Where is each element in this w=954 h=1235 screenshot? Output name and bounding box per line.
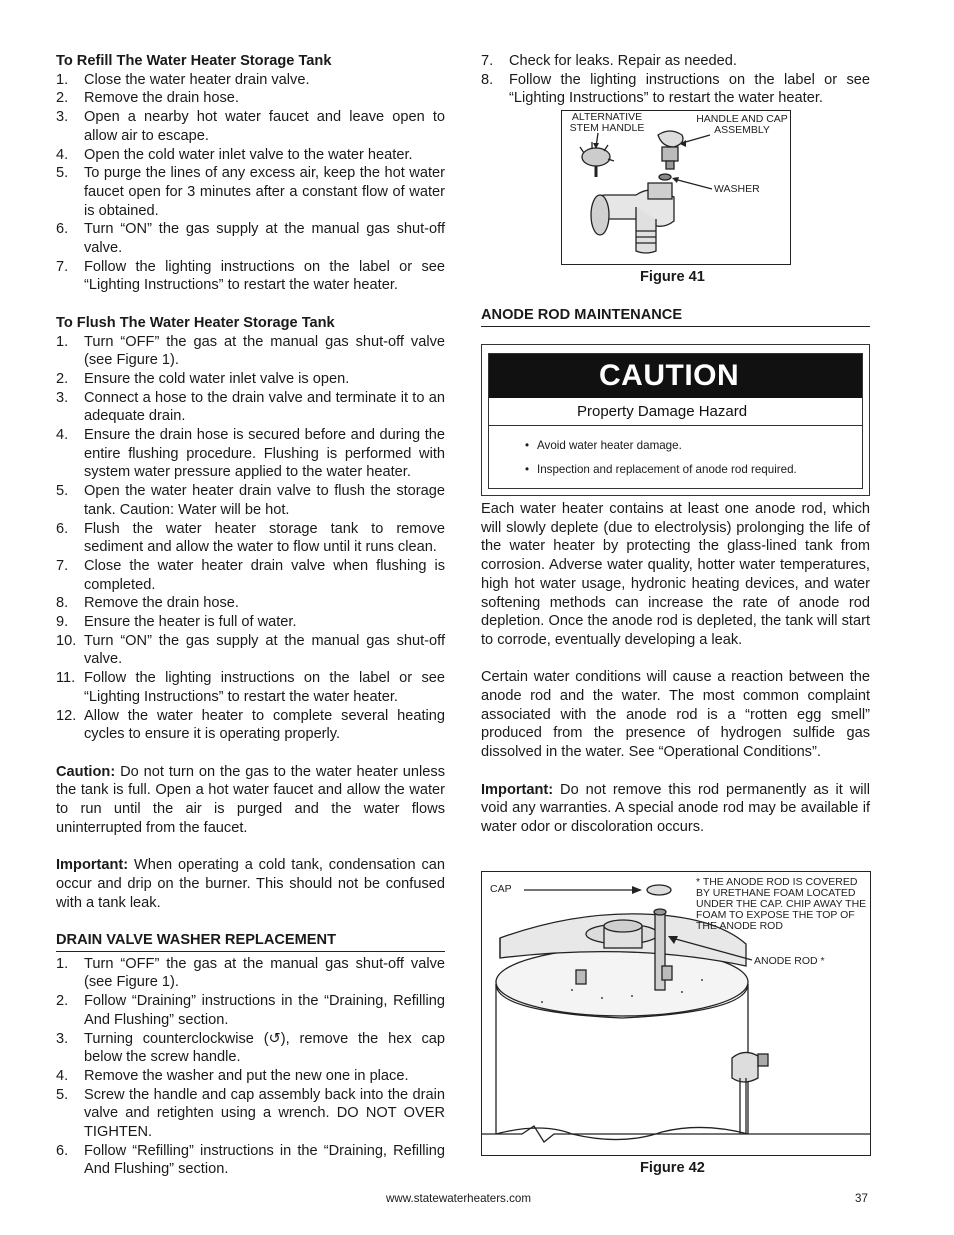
list-item: 10. Turn “ON” the gas supply at the manual gas shut-off valve. — [56, 632, 445, 668]
page-number: 37 — [855, 1192, 868, 1205]
label-cap: CAP — [490, 883, 512, 895]
list-item: 1. Close the water heater drain valve. — [56, 71, 310, 88]
list-item: 5. To purge the lines of any excess air, keep the hot water faucet open for 3 minutes after a constant flow of water is obtained. — [56, 165, 445, 219]
list-item: 2. Remove the drain hose. — [56, 90, 239, 107]
list-item: 1. Turn “OFF” the gas at the manual gas shut-off valve (see Figure 1). — [56, 333, 445, 369]
list-item: 8. Remove the drain hose. — [56, 595, 239, 612]
list-item: 4. Ensure the drain hose is secured before and during the entire flushing procedure. Flushing is performed with system water pressure applied to the water heater. — [56, 427, 445, 481]
list-item: 11. Follow the lighting instructions on the label or see “Lighting Instructions” to restart the water heater. — [56, 670, 445, 705]
list-item: 5. Screw the handle and cap assembly back into the drain valve and retighten using a wrench. DO NOT OVER TIGHTEN. — [56, 1086, 445, 1141]
caution-note: Caution: Do not turn on the gas to the water heater unless the tank is full. Open a hot water faucet and allow the water to run until the air is purged and the water flows uninterrupted from the faucet. — [56, 763, 445, 836]
list-item: 5. Open the water heater drain valve to flush the storage tank. Caution: Water will be hot. — [56, 483, 445, 518]
list-item: 12. Allow the water heater to complete several heating cycles to ensure it is operating properly. — [56, 707, 445, 743]
label-washer: WASHER — [714, 183, 760, 195]
left-column — [56, 52, 445, 1179]
list-item: 1. Turn “OFF” the gas at the manual gas shut-off valve (see Figure 1). — [56, 955, 445, 991]
refill-list — [56, 71, 445, 295]
flush-heading: To Flush The Water Heater Storage Tank — [56, 314, 335, 331]
caution-inner — [488, 353, 863, 489]
list-item: 3. Connect a hose to the drain valve and terminate it to an adequate drain. — [56, 389, 445, 425]
important-note: Important: When operating a cold tank, condensation can occur and drip on the burner. This should not be confused with a tank leak. — [56, 857, 445, 911]
caution-title: CAUTION — [489, 354, 862, 398]
anode-paragraph-2: Certain water conditions will cause a reaction between the anode rod and the water. The most common complaint associated with the anode rod is a “rotten egg smell” produced from the presence of hydrogen sulfide gas dissolved in the water. See “Operational Conditions”. — [481, 669, 870, 761]
anode-paragraph-1: Each water heater contains at least one anode rod, which will slowly deplete (due to electrolysis) prolonging the life of the water heater by protecting the glass-lined tank from corrosion. Adverse water quality, hotter water temperatures, high hot water usage, hydronic heating devices, and water softening methods can increase the rate of anode rod depletion. Once the anode rod is depleted, the tank will start to corrode, eventually developing a leak. — [481, 501, 870, 648]
label-alt-stem-handle: ALTERNATIVE STEM HANDLE — [569, 111, 645, 134]
figure-41-drain-valve — [561, 110, 791, 265]
list-item: 7. Close the water heater drain valve when flushing is completed. — [56, 557, 445, 593]
caution-subtitle: Property Damage Hazard — [489, 398, 862, 426]
list-item: 3. Turning counterclockwise (↺), remove the hex cap below the screw handle. — [56, 1030, 445, 1066]
list-item: 8. Follow the lighting instructions on the label or see “Lighting Instructions” to restart the water heater. — [481, 71, 870, 107]
figure-42-anode-rod — [481, 871, 871, 1156]
refill-heading: To Refill The Water Heater Storage Tank — [56, 53, 332, 69]
caution-bullet: • Inspection and replacement of anode rod required. — [537, 458, 862, 482]
list-item: 7. Follow the lighting instructions on the label or see “Lighting Instructions” to restart the water heater. — [56, 258, 445, 294]
flush-list — [56, 333, 445, 744]
caution-bullets — [489, 426, 862, 482]
anode-note: * THE ANODE ROD IS COVERED BY URETHANE FOAM LOCATED UNDER THE CAP. CHIP AWAY THE FOAM TO EXPOSE THE TOP OF THE ANODE ROD — [696, 876, 867, 932]
list-item: 4. Remove the washer and put the new one in place. — [56, 1067, 409, 1084]
list-item: 9. Ensure the heater is full of water. — [56, 614, 297, 631]
list-item: 2. Ensure the cold water inlet valve is open. — [56, 370, 350, 387]
list-item: 7. Check for leaks. Repair as needed. — [481, 53, 737, 69]
caution-box — [481, 344, 870, 496]
list-item: 6. Follow “Refilling” instructions in the “Draining, Refilling And Flushing” section. — [56, 1142, 445, 1178]
list-item: 3. Open a nearby hot water faucet and leave open to allow air to escape. — [56, 109, 445, 144]
anode-heading: ANODE ROD MAINTENANCE — [481, 306, 870, 327]
label-anode-rod: ANODE ROD * — [754, 955, 825, 967]
continued-list — [481, 52, 870, 108]
figure-42-caption: Figure 42 — [640, 1160, 705, 1176]
caution-bullet: • Avoid water heater damage. — [537, 434, 862, 458]
list-item: 2. Follow “Draining” instructions in the “Draining, Refilling And Flushing” section. — [56, 993, 445, 1028]
right-column — [481, 52, 870, 108]
footer-url: www.statewaterheaters.com — [386, 1192, 531, 1205]
anode-important: Important: Do not remove this rod permanently as it will void any warranties. A special anode rod may be available if water odor or discoloration occurs. — [481, 781, 870, 835]
anode-text — [481, 500, 870, 837]
list-item: 6. Flush the water heater storage tank to remove sediment and allow the water to flow until it runs clean. — [56, 520, 445, 556]
label-handle-cap: HANDLE AND CAP ASSEMBLY — [696, 113, 788, 136]
list-item: 6. Turn “ON” the gas supply at the manual gas shut-off valve. — [56, 221, 445, 257]
drain-valve-heading: DRAIN VALVE WASHER REPLACEMENT — [56, 931, 445, 952]
list-item: 4. Open the cold water inlet valve to the water heater. — [56, 146, 413, 163]
drain-valve-list — [56, 955, 445, 1179]
figure-41-caption: Figure 41 — [640, 269, 705, 285]
